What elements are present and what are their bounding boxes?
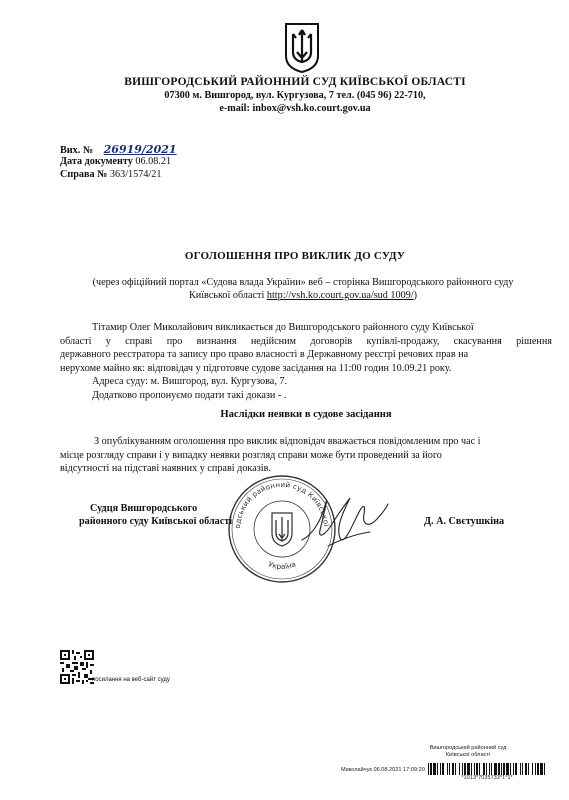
body-line: нерухоме майно як: відповідач у підготовче судове засідання на 11:00 годин 10.09.21 року. bbox=[60, 362, 452, 374]
body-line: Тітамир Олег Миколайович викликається до Вишгородського районного суду Київської bbox=[92, 322, 474, 333]
barcode bbox=[428, 762, 546, 774]
court-address: 07300 м. Вишгород, вул. Кургузова, 7 тел. (045 96) 22-710, bbox=[164, 90, 426, 101]
qr-caption-text: посилання на веб-сайт суду bbox=[92, 677, 170, 683]
document-date-row bbox=[60, 156, 171, 167]
qr-caption bbox=[92, 677, 170, 683]
case-number-value: 363/1574/21 bbox=[109, 169, 162, 180]
stamp-bottom-text: Україна bbox=[266, 559, 298, 572]
judge-title-line-2: районного суду Київської області bbox=[79, 516, 233, 527]
stamp-trident-icon bbox=[272, 513, 292, 546]
footer-court-line-2: Київської області bbox=[445, 752, 491, 758]
address-line: Адреса суду: м. Вишгород, вул. Кургузова, 7. bbox=[92, 376, 288, 388]
consequences-line: місце розгляду справи і у випадку неявки розгляд справи може бути проведений за його bbox=[60, 449, 442, 461]
coat-of-arms-icon bbox=[284, 22, 320, 74]
portal-link[interactable]: http://vsh.ko.court.gov.ua/sud 1009/ bbox=[266, 290, 414, 301]
portal-region: Київської області bbox=[188, 290, 265, 301]
case-number-label: Справа № bbox=[60, 169, 108, 180]
svg-text:Україна bbox=[267, 559, 297, 571]
body-line: державного реєстратора та запису про право власності в Державному реєстрі речових прав на bbox=[60, 349, 469, 361]
consequences-title: Наслідки неявки в судове засідання bbox=[220, 409, 392, 420]
court-name-heading: ВИШГОРОДСЬКИЙ РАЙОННИЙ СУД КИЇВСЬКОЇ ОБЛАСТІ bbox=[124, 76, 466, 88]
footer-court-line-1: Вишгородський районний суд bbox=[429, 745, 507, 751]
portal-line-2 bbox=[58, 290, 548, 301]
court-email: e-mail: inbox@vsh.ko.court.gov.ua bbox=[219, 103, 371, 114]
stamp-top-text: одський районний суд Київської bbox=[232, 479, 331, 529]
evidence-line: Додатково пропонуємо подати такі докази - . bbox=[92, 389, 287, 401]
outgoing-number-value: 26919/2021 bbox=[103, 143, 177, 156]
portal-close-paren: ) bbox=[413, 290, 418, 301]
consequences-line: З опублікуванням оголошення про виклик відповідач вважається повідомленим про час і bbox=[94, 436, 481, 447]
body-paragraph bbox=[60, 321, 552, 403]
judge-title-line-1: Судця Вишгородського bbox=[90, 503, 198, 514]
consequences-line: відсутності на підставі наявних у справі доказів. bbox=[60, 463, 271, 475]
outgoing-number-row bbox=[60, 143, 177, 156]
document-date-label: Дата документу bbox=[60, 156, 133, 167]
case-number-row bbox=[60, 169, 161, 180]
consequences-paragraph bbox=[60, 435, 552, 476]
document-date-value: 06.08.21 bbox=[135, 156, 172, 167]
body-line: області у справі про визнання недійсним договорів купівлі-продажу, скасування рішення bbox=[60, 335, 552, 347]
judge-signature bbox=[296, 488, 392, 552]
footer-registration: Миколайчук 06.08.2021 17:09:20 bbox=[341, 767, 425, 773]
judge-name: Д. А. Свєтушкіна bbox=[424, 516, 505, 527]
portal-line-1: (через офіційний портал «Судова влада України» веб – сторінка Вишгородського районного суду bbox=[92, 277, 514, 288]
outgoing-number-label: Вих. № bbox=[60, 145, 94, 156]
barcode-number: *1013*7035733*1*1* bbox=[461, 775, 513, 781]
notice-title: ОГОЛОШЕННЯ ПРО ВИКЛИК ДО СУДУ bbox=[184, 250, 406, 262]
qr-code[interactable] bbox=[60, 650, 94, 684]
